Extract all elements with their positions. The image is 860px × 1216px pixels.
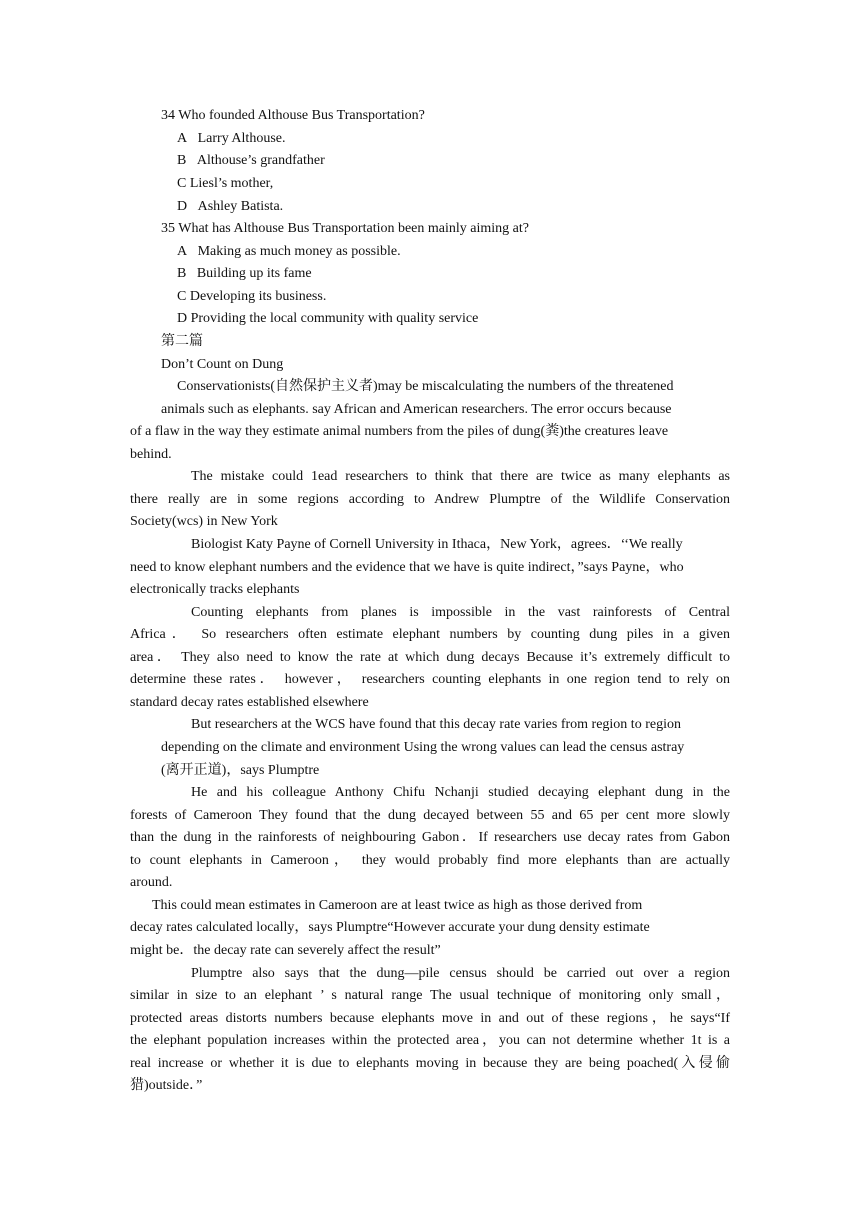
passage-line: Conservationists(自然保护主义者)may be miscalculating the numbers of the threatened	[177, 379, 674, 394]
q35-option-b: B Building up its fame	[177, 266, 312, 281]
passage-line: standard decay rates established elsewhere	[130, 695, 369, 710]
passage-line: to count elephants in Cameroon， they would probably find more elephants than are actually	[130, 853, 730, 868]
question-34: 34 Who founded Althouse Bus Transportation?	[161, 108, 425, 123]
passage-line: need to know elephant numbers and the evidence that we have is quite indirect，”says Payne，who	[130, 560, 684, 575]
question-35: 35 What has Althouse Bus Transportation been mainly aiming at?	[161, 221, 529, 236]
passage-line: behind.	[130, 447, 172, 462]
passage-line: He and his colleague Anthony Chifu Nchanji studied decaying elephant dung in the	[191, 785, 730, 800]
q34-option-b: B Althouse’s grandfather	[177, 153, 325, 168]
q34-option-c: C Liesl’s mother,	[177, 176, 274, 191]
passage-line: Biologist Katy Payne of Cornell University in Ithaca，New York，agrees．‘‘We really	[191, 537, 683, 552]
section-label: 第二篇	[161, 334, 203, 349]
passage-line: Africa． So researchers often estimate elephant numbers by counting dung piles in a given	[130, 627, 730, 642]
q35-option-c: C Developing its business.	[177, 289, 327, 304]
passage-line: the elephant population increases within the protected area，you can not determine whether 1t is a	[130, 1033, 730, 1048]
passage-line: there really are in some regions according to Andrew Plumptre of the Wildlife Conservation	[130, 492, 730, 507]
passage-line: decay rates calculated locally，says Plumptre“However accurate your dung density estimate	[130, 920, 650, 935]
q35-option-a: A Making as much money as possible.	[177, 244, 401, 259]
passage-line: But researchers at the WCS have found that this decay rate varies from region to region	[191, 717, 681, 732]
q35-option-d: D Providing the local community with quality service	[177, 311, 479, 326]
passage-title: Don’t Count on Dung	[161, 357, 284, 372]
q34-option-d: D Ashley Batista.	[177, 199, 284, 214]
passage-line: 猎)outside．”	[130, 1078, 203, 1093]
passage-line: area． They also need to know the rate at which dung decays Because it’s extremely difficult to	[130, 650, 730, 665]
passage-line: forests of Cameroon They found that the dung decayed between 55 and 65 per cent more slowly	[130, 808, 730, 823]
passage-line: (离开正道)，says Plumptre	[161, 763, 320, 778]
passage-line: real increase or whether it is due to elephants moving in because they are being poached(入侵偷	[130, 1056, 730, 1071]
passage-line: Counting elephants from planes is impossible in the vast rainforests of Central	[191, 605, 730, 620]
passage-line: protected areas distorts numbers because elephants move in and out of these regions，he says“If	[130, 1011, 730, 1026]
passage-line: than the dung in the rainforests of neighbouring Gabon．If researchers use decay rates from Gabon	[130, 830, 730, 845]
passage-line: depending on the climate and environment Using the wrong values can lead the census astray	[161, 740, 685, 755]
passage-line: The mistake could 1ead researchers to think that there are twice as many elephants as	[191, 469, 730, 484]
passage-line: animals such as elephants. say African and American researchers. The error occurs because	[161, 402, 672, 417]
passage-line: of a flaw in the way they estimate animal numbers from the piles of dung(粪)the creatures leave	[130, 424, 669, 439]
passage-line: Plumptre also says that the dung—pile census should be carried out over a region	[191, 966, 730, 981]
passage-line: This could mean estimates in Cameroon are at least twice as high as those derived from	[152, 898, 643, 913]
passage-line: around.	[130, 875, 173, 890]
passage-line: might be．the decay rate can severely affect the result”	[130, 943, 441, 958]
passage-line: similar in size to an elephant ’ s natural range The usual technique of monitoring only small，	[130, 988, 730, 1003]
passage-line: determine these rates． however， researchers counting elephants in one region tend to rely on	[130, 672, 730, 687]
passage-line: Society(wcs) in New York	[130, 514, 278, 529]
q34-option-a: A Larry Althouse.	[177, 131, 286, 146]
passage-line: electronically tracks elephants	[130, 582, 300, 597]
